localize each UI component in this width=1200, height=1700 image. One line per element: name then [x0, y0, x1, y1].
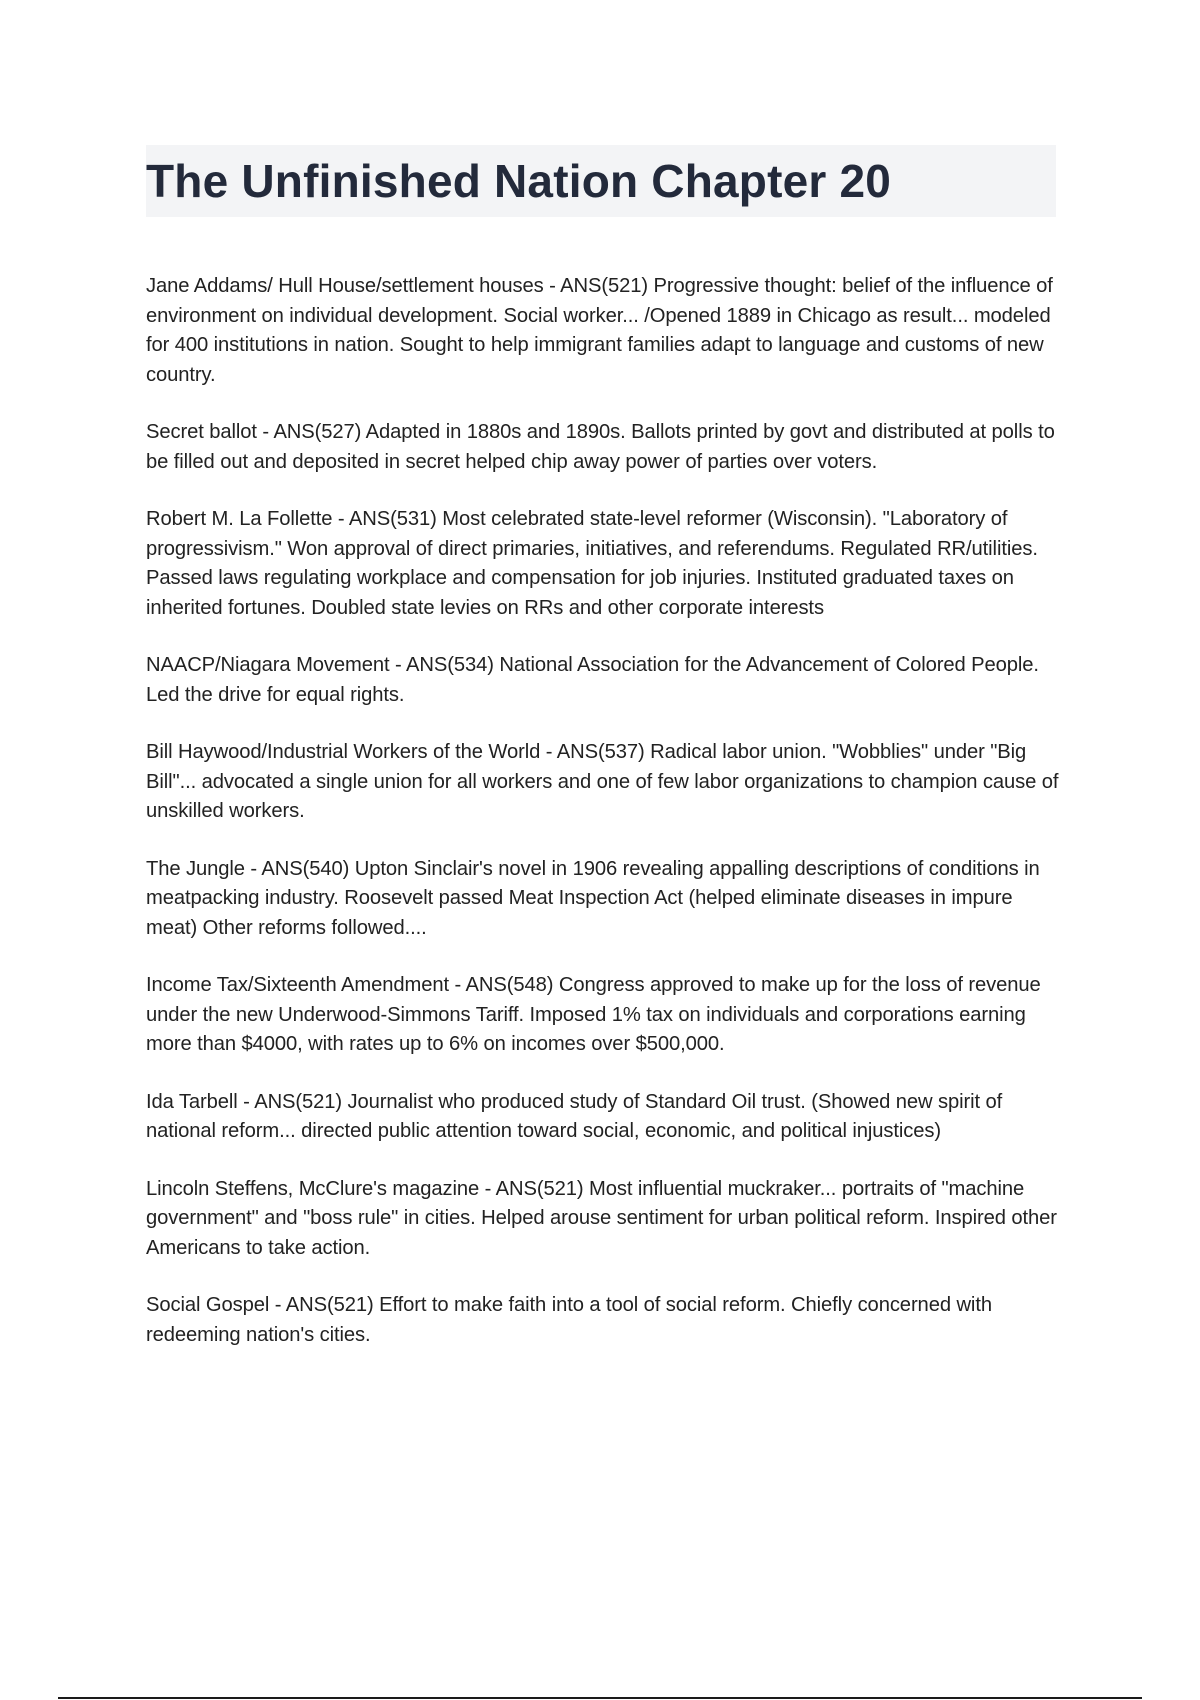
entry-lincoln-steffens: Lincoln Steffens, McClure's magazine - ANS(521) Most influential muckraker... portraits of "machine government" and "boss rule" in cities. Helped arouse sentiment for urban political reform. Inspired other Americans to take action.	[146, 1177, 1057, 1259]
entry-naacp: NAACP/Niagara Movement - ANS(534) National Association for the Advancement of Colored People. Led the drive for equal rights.	[146, 654, 1039, 706]
entry-the-jungle: The Jungle - ANS(540) Upton Sinclair's novel in 1906 revealing appalling descriptions of conditions in meatpacking industry. Roosevelt passed Meat Inspection Act (helped eliminate diseases in impure meat) Other reforms followed....	[146, 857, 1040, 939]
title-banner	[146, 145, 1056, 217]
entry-social-gospel: Social Gospel - ANS(521) Effort to make faith into a tool of social reform. Chiefly concerned with redeeming nation's cities.	[146, 1294, 992, 1346]
entry-income-tax: Income Tax/Sixteenth Amendment - ANS(548) Congress approved to make up for the loss of revenue under the new Underwood-Simmons Tariff. Imposed 1% tax on individuals and corporations earning more than $4000, with rates up to 6% on incomes over $500,000.	[146, 974, 1041, 1055]
entry-secret-ballot: Secret ballot - ANS(527) Adapted in 1880s and 1890s. Ballots printed by govt and distributed at polls to be filled out and deposited in secret helped chip away power of parties over voters.	[146, 421, 1055, 473]
entry-jane-addams: Jane Addams/ Hull House/settlement houses - ANS(521) Progressive thought: belief of the influence of environment on individual development. Social worker... /Opened 1889 in Chicago as result... modeled for 400 institutions in nation. Sought to help immigrant families adapt to language and customs of new country.	[146, 275, 1053, 386]
entry-ida-tarbell: Ida Tarbell - ANS(521) Journalist who produced study of Standard Oil trust. (Showed new spirit of national reform... directed public attention toward social, economic, and political injustices)	[146, 1090, 1003, 1142]
entry-bill-haywood: Bill Haywood/Industrial Workers of the World - ANS(537) Radical labor union. "Wobblies" under "Big Bill"... advocated a single union for all workers and one of few labor organizations to champion cause of unskilled workers.	[146, 741, 1059, 822]
page-title: The Unfinished Nation Chapter 20	[146, 155, 892, 207]
footer-divider	[58, 1697, 1142, 1699]
entry-list	[146, 272, 1062, 1378]
entry-la-follette: Robert M. La Follette - ANS(531) Most celebrated state-level reformer (Wisconsin). "Laboratory of progressivism." Won approval of direct primaries, initiatives, and referendums. Regulated RR/utilities. Passed laws regulating workplace and compensation for job injuries. Instituted graduated taxes on inherited fortunes. Doubled state levies on RRs and other corporate interests	[146, 508, 1038, 619]
